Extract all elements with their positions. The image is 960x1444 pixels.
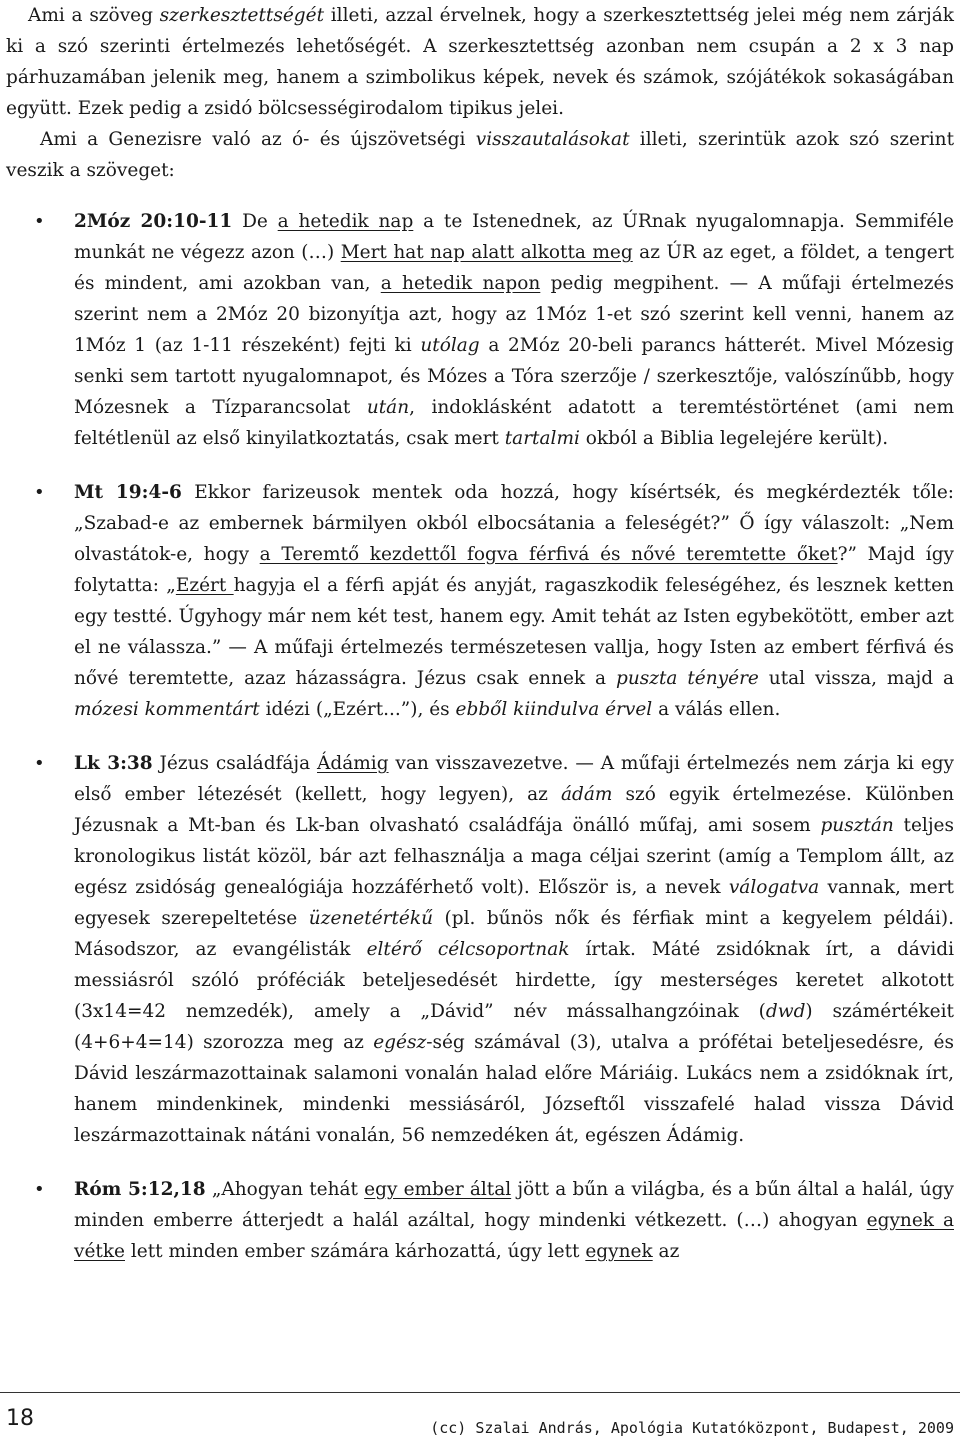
text-run: hagyja el a férfi apját és anyját, ragaszkodik feleségéhez, és lesznek ketten egy testté. Úgyhogy már nem két test, hanem egy. Amit tehát az Isten egybekötött, ember azt el ne válassza.” — A műfaji értelmezés természetesen vallja, hogy Isten az embert férfivá és nővé teremtette, azaz házasságra. Jézus csak ennek a [74, 575, 954, 689]
paragraph-references [6, 124, 954, 186]
emphasis-text: visszautalásokat [475, 129, 630, 150]
text-run: illeti, szerintük azok szó szerint veszik a szöveget: [6, 129, 955, 181]
emphasis-text: pusztán [820, 815, 894, 836]
emphasis-text: dwd [765, 1001, 806, 1022]
emphasis-text: puszta tényére [616, 668, 759, 689]
text-run: okból a Biblia legelejére került). [579, 428, 889, 449]
list-item-rom [6, 1174, 954, 1267]
text-run: ?” Majd így folytatta: „ [74, 544, 954, 596]
emphasis-text: után [366, 397, 410, 418]
paragraph-intro [6, 0, 954, 124]
bible-reference: Lk 3:38 [74, 753, 153, 774]
emphasis-text: szerkesztettségét [159, 5, 325, 26]
text-run: , indoklásként adatott a teremtéstörténet (ami nem feltétlenül az első kinyilatkoztatás, csak mert [74, 397, 954, 449]
list-item-2moz [6, 206, 954, 454]
text-run: vannak, mert egyesek szerepeltetése [74, 877, 954, 929]
document-page [6, 0, 954, 1290]
text-run: a 2Móz 20-beli parancs hátterét. Mivel Mózesig senki sem tartott nyugalomnapot, és Mózes a Tóra szerzője / szerkesztője, valószínűbb, hogy Mózesnek a Tízparancsolat [74, 335, 954, 418]
text-run: Ami a Genezisre való az ó- és újszövetségi [40, 129, 476, 150]
text-run: írtak. Máté zsidóknak írt, a dávidi messiásról szóló próféciák beteljesedését hirdette, így mesterséges keretet alkotott (3x14=42 nemzedék), amely a „Dávid” név mássalhangzóinak ( [74, 939, 954, 1022]
list-item-lk [6, 748, 954, 1151]
emphasis-text: mózesi kommentárt [74, 699, 260, 720]
underlined-text: egy ember által [364, 1179, 512, 1200]
underlined-text: Ádámig [317, 753, 389, 774]
text-run: pedig megpihent. — A műfaji értelmezés szerint nem a 2Móz 20 bizonyítja azt, hogy az 1Móz 1-et szó szerint kell venni, hanem az 1Móz 1 (az 1-11 részeként) fejti ki [74, 273, 954, 356]
underlined-text: a hetedik napon [380, 273, 541, 294]
list-item-mt [6, 477, 954, 725]
text-run: De [232, 211, 278, 232]
text-run: teljes kronologikus listát közöl, bár azt felhasználja a maga céljai szerint (amíg a Templom állt, az egész zsidóság genealógiája hozzáférhető volt). Először is, a nevek [74, 815, 955, 898]
underlined-text: a hetedik nap [277, 211, 414, 232]
text-run: illeti, azzal érvelnek, hogy a szerkesztettség jelei még nem zárják ki a szó szerinti értelmezés lehetőségét. A szerkesztettség azonban nem csupán a 2 x 3 nap párhuzamában jelenik meg, hanem a szimbolikus képek, nevek és számok, szójátékok sokaságában együtt. Ezek pedig a zsidó bölcsességirodalom tipikus jelei. [6, 5, 954, 119]
text-run: az [652, 1241, 680, 1262]
text-run: az ÚR az eget, a földet, a tengert és mindent, ami azokban van, [74, 242, 954, 294]
bible-reference: Róm 5:12,18 [74, 1179, 206, 1200]
emphasis-text: utólag [420, 335, 480, 356]
text-run: lett minden ember számára kárhozattá, úgy lett [125, 1241, 586, 1262]
underlined-text: egynek a vétke [74, 1210, 954, 1262]
text-run: utal vissza, majd a [758, 668, 955, 689]
page-footer [0, 1392, 960, 1441]
underlined-text: Mert hat nap alatt alkotta meg [340, 242, 633, 263]
text-run: ) számértékeit (4+6+4=14) szorozza meg az [74, 1001, 954, 1053]
emphasis-text: egész [373, 1032, 427, 1053]
text-run: -ség számával (3), utalva a prófétai beteljesedésre, és Dávid leszármazottainak salamoni vonalán halad előre Máriáig. Lukács nem a zsidóknak írt, hanem mindenkinek, mindenki messiásáról, Józseftől visszafelé halad vissza Dávid leszármazottainak nátáni vonalán, 56 nemzedéken át, egészen Ádámig. [74, 1032, 954, 1146]
text-run: idézi („Ezért...”), és [259, 699, 456, 720]
text-run: Ekkor farizeusok mentek oda hozzá, hogy kísértsék, és megkérdezték tőle: „Szabad-e az embernek bármilyen okból elbocsátania a feleségét?” Ő így válaszolt: „Nem olvastátok-e, hogy [74, 482, 954, 565]
underlined-text: a Teremtő kezdettől fogva férfivá és nővé teremtette őket [259, 544, 838, 565]
emphasis-text: ebből kiindulva érvel [455, 699, 653, 720]
emphasis-text: tartalmi [504, 428, 580, 449]
text-run: szó egyik értelmezése. Különben Jézusnak a Mt-ban és Lk-ban olvasható családfája önálló műfaj, ami sosem [74, 784, 954, 836]
bible-reference: Mt 19:4-6 [74, 482, 182, 503]
underlined-text: Ezért [175, 575, 234, 596]
underlined-text: egynek [585, 1241, 653, 1262]
emphasis-text: válogatva [728, 877, 820, 898]
reference-list [6, 206, 954, 1267]
text-run: a válás ellen. [652, 699, 781, 720]
text-run: Jézus családfája [152, 753, 318, 774]
emphasis-text: üzenetértékű [308, 908, 433, 929]
text-run: a te Istenednek, az ÚRnak nyugalomnapja. Semmiféle munkát ne végezz azon (…) [74, 211, 955, 263]
copyright-credit: (cc) Szalai András, Apológia Kutatóközpont, Budapest, 2009 [430, 1419, 954, 1437]
text-run: jött a bűn a világba, és a bűn által a halál, úgy minden emberre átterjedt a halál azáltal, hogy mindenki vétkezett. (…) ahogyan [74, 1179, 954, 1231]
emphasis-text: ádám [560, 784, 613, 805]
bible-reference: 2Móz 20:10-11 [74, 211, 233, 232]
emphasis-text: eltérő célcsoportnak [366, 939, 570, 960]
text-run: Ami a szöveg [28, 5, 160, 26]
text-run: van visszavezetve. — A műfaji értelmezés nem zárja ki egy első ember létezését (kellett, hogy legyen), az [74, 753, 955, 805]
text-run: (pl. bűnös nők és férfiak mint a kegyelem példái). Másodszor, az evangélisták [74, 908, 954, 960]
text-run: „Ahogyan tehát [205, 1179, 365, 1200]
page-number: 18 [6, 1406, 34, 1431]
